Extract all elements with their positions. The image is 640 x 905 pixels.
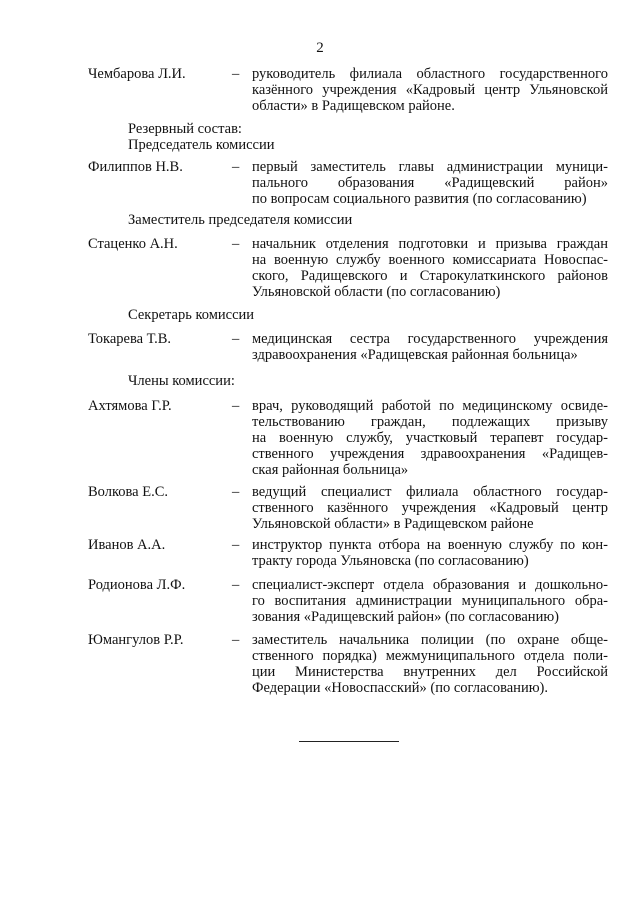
member-name: Ахтямова Г.Р. [88, 398, 172, 414]
role-line: Ульяновской области» в Радищевском районе [252, 516, 534, 532]
member-name: Юмангулов Р.Р. [88, 632, 184, 648]
role-line: ведущий специалист филиала областного государ- [252, 484, 608, 500]
role-line: ская районная больница» [252, 462, 409, 478]
member-role [252, 537, 608, 569]
member-name: Родионова Л.Ф. [88, 577, 186, 593]
member-name: Волкова Е.С. [88, 484, 169, 500]
member-role [252, 632, 608, 696]
role-line: инструктор пункта отбора на военную службу по кон- [252, 537, 608, 553]
dash-separator: – [232, 236, 240, 252]
members-heading: Члены комиссии: [128, 373, 235, 389]
role-line: здравоохранения «Радищевская районная больница» [252, 347, 578, 363]
role-line: по вопросам социального развития (по согласованию) [252, 191, 587, 207]
role-line: пального образования «Радищевский район» [252, 175, 608, 191]
role-line: ского, Радищевского и Старокулаткинского районов [252, 268, 608, 284]
role-line: медицинская сестра государственного учреждения [252, 331, 608, 347]
role-line: ственного казённого учреждения «Кадровый центр [252, 500, 608, 516]
chairman-heading: Председатель комиссии [128, 137, 275, 153]
role-line: Ульяновской области (по согласованию) [252, 284, 501, 300]
member-role [252, 66, 608, 114]
member-name: Чембарова Л.И. [88, 66, 186, 82]
role-line: на военную службу, участковый терапевт государ- [252, 430, 608, 446]
role-line: ции Министерства внутренних дел Российской [252, 664, 608, 680]
dash-separator: – [232, 66, 240, 82]
role-line: ственного учреждения здравоохранения «Радищев- [252, 446, 608, 462]
role-line: области» в Радищевском районе. [252, 98, 455, 114]
role-line: Федерации «Новоспасский» (по согласованию). [252, 680, 548, 696]
member-role [252, 484, 608, 532]
role-line: тракту города Ульяновска (по согласованию) [252, 553, 529, 569]
role-line: начальник отделения подготовки и призыва граждан [252, 236, 608, 252]
role-line: первый заместитель главы администрации муници- [252, 159, 608, 175]
dash-separator: – [232, 159, 240, 175]
dash-separator: – [232, 537, 240, 553]
dash-separator: – [232, 331, 240, 347]
member-name: Токарева Т.В. [88, 331, 172, 347]
role-line: заместитель начальника полиции (по охране обще- [252, 632, 608, 648]
member-role [252, 577, 608, 625]
reserve-heading: Резервный состав: [128, 121, 242, 137]
role-line: врач, руководящий работой по медицинскому освиде- [252, 398, 608, 414]
role-line: тельствованию граждан, подлежащих призыву [252, 414, 608, 430]
role-line: руководитель филиала областного государственного [252, 66, 608, 82]
role-line: специалист-эксперт отдела образования и дошкольно- [252, 577, 608, 593]
role-line: зования «Радищевский район» (по согласованию) [252, 609, 559, 625]
dash-separator: – [232, 398, 240, 414]
member-name: Иванов А.А. [88, 537, 166, 553]
role-line: го воспитания администрации муниципального обра- [252, 593, 608, 609]
member-name: Стаценко А.Н. [88, 236, 178, 252]
role-line: ственного порядка) межмуниципального отдела поли- [252, 648, 608, 664]
deputy-heading: Заместитель председателя комиссии [128, 212, 353, 228]
closing-rule [299, 741, 399, 742]
member-role [252, 398, 608, 478]
dash-separator: – [232, 577, 240, 593]
dash-separator: – [232, 632, 240, 648]
page-number: 2 [316, 40, 324, 56]
role-line: на военную службу военного комиссариата Новоспас- [252, 252, 608, 268]
member-role [252, 159, 608, 207]
member-name: Филиппов Н.В. [88, 159, 183, 175]
secretary-heading: Секретарь комиссии [128, 307, 255, 323]
dash-separator: – [232, 484, 240, 500]
member-role [252, 331, 608, 363]
role-line: казённого учреждения «Кадровый центр Ульяновской [252, 82, 608, 98]
member-role [252, 236, 608, 300]
